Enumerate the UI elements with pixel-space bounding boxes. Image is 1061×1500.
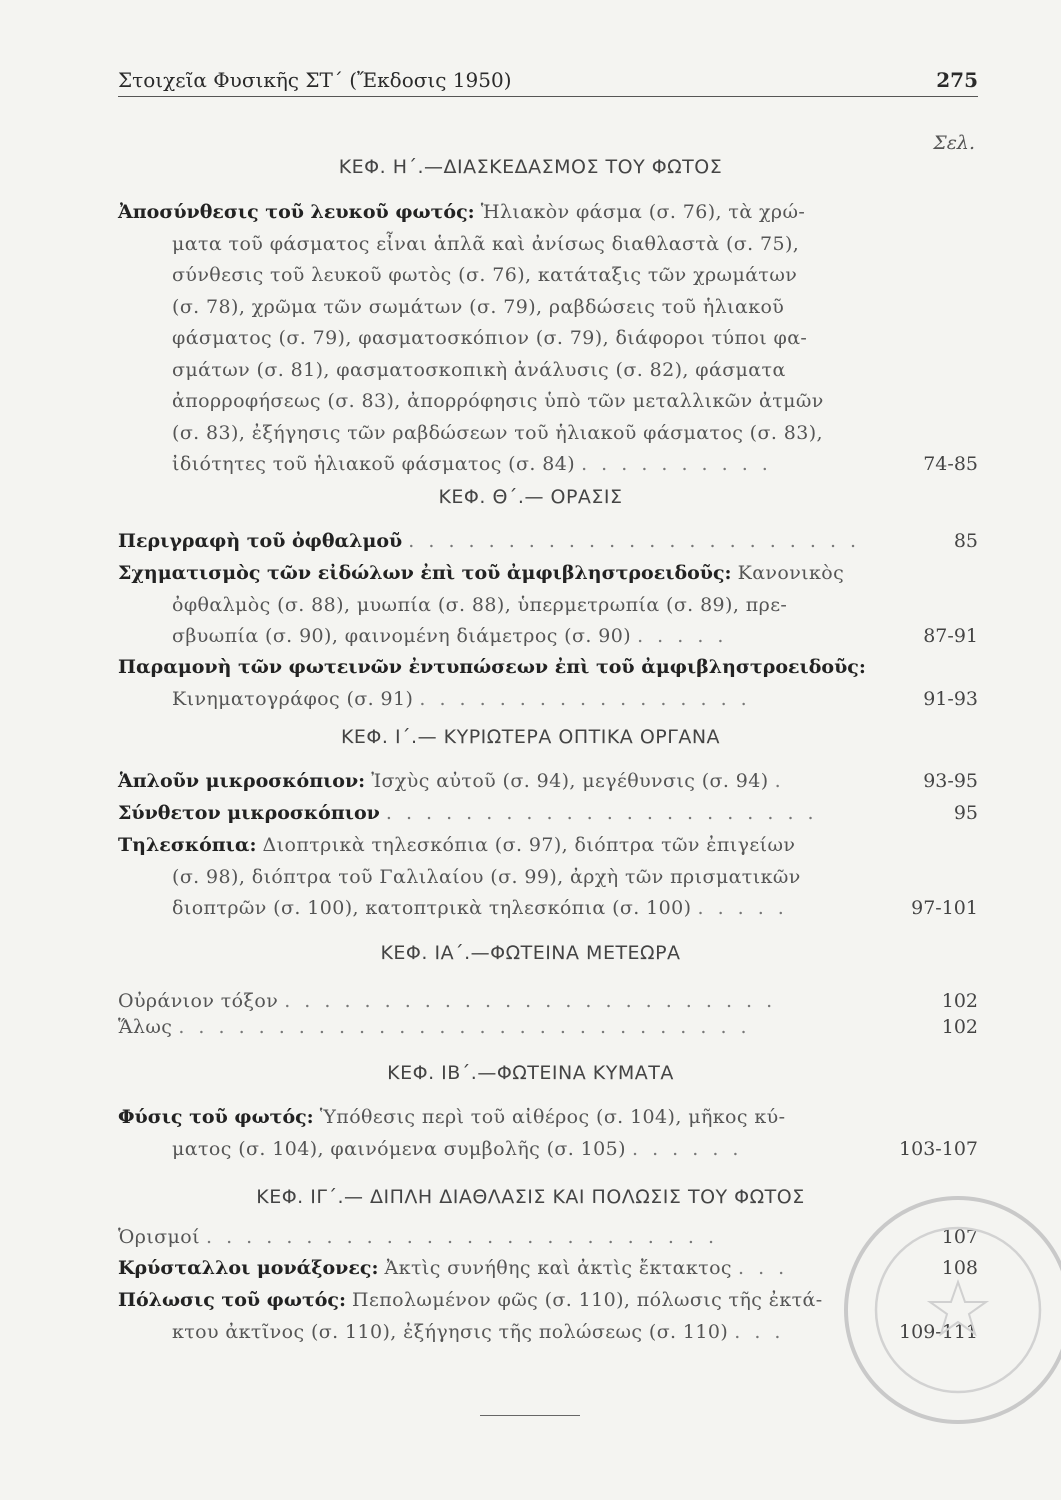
entry-title: Οὐράνιον τόξον — [118, 990, 279, 1012]
entry-title: Ἁπλοῦν μικροσκόπιον: — [118, 770, 366, 792]
entry-pages: 91-93 — [923, 687, 978, 710]
toc-entry: Φύσις τοῦ φωτός: Ὑπόθεσις περὶ τοῦ αἰθέρος (σ. 104), μῆκος κύ- ματος (σ. 104), φαινόμενα συμβολῆς (σ. 105) . . . . . . 103-107 — [118, 1102, 978, 1165]
entry-pages: 103-107 — [899, 1137, 978, 1160]
chapter-heading: ΚΕΦ. ΙΒ΄.—ΦΩΤΕΙΝΑ ΚΥΜΑΤΑ — [387, 1062, 674, 1084]
entry-pages: 87-91 — [923, 625, 978, 647]
closing-rule — [480, 1415, 580, 1416]
toc-entry: Περιγραφὴ τοῦ ὀφθαλμοῦ . . . . . . . . . . . . . . . . . . . . . . . 85 — [118, 526, 978, 558]
entry-text: σύνθεσις τοῦ λευκοῦ φωτὸς (σ. 76), κατάταξις τῶν χρωμάτων — [172, 264, 798, 286]
entry-text: ματος (σ. 104), φαινόμενα συμβολῆς (σ. 105) — [172, 1137, 626, 1160]
entry-text: κτου ἀκτῖνος (σ. 110), ἐξήγησις τῆς πολώσεως (σ. 110) — [172, 1320, 729, 1343]
entry-title: Σύνθετον μικροσκόπιον — [118, 802, 380, 824]
entry-text: Ἀκτὶς συνήθης καὶ ἀκτὶς ἔκτακτος — [384, 1257, 732, 1279]
entry-text: ἰδιότητες τοῦ ἡλιακοῦ φάσματος (σ. 84) — [172, 453, 576, 475]
toc-entry: Ὁρισμοί . . . . . . . . . . . . . . . . . . . . . . . . . . 107 — [118, 1222, 978, 1254]
entry-text: Ἰσχὺς αὐτοῦ (σ. 94), μεγέθυνσις (σ. 94) — [371, 770, 769, 792]
entry-pages: 97-101 — [911, 897, 978, 919]
entry-text: Κανονικὸς — [737, 562, 845, 584]
entry-text: (σ. 98), διόπτρα τοῦ Γαλιλαίου (σ. 99), ἀρχὴ τῶν πρισματικῶν — [172, 865, 801, 888]
entry-text: Διοπτρικὰ τηλεσκόπια (σ. 97), διόπτρα τῶν ἐπιγείων — [262, 834, 796, 856]
entry-title: Ἅλως — [118, 1016, 173, 1038]
entry-text: Ὑπόθεσις περὶ τοῦ αἰθέρος (σ. 104), μῆκος κύ- — [319, 1106, 786, 1128]
page-number: 275 — [936, 68, 978, 92]
entry-title: Φύσις τοῦ φωτός: — [118, 1106, 314, 1128]
entry-title: Ὁρισμοί — [118, 1226, 200, 1248]
chapter-heading: ΚΕΦ. Θ΄.— ΟΡΑΣΙΣ — [438, 486, 623, 508]
entry-pages: 108 — [941, 1257, 978, 1279]
entry-text: (σ. 78), χρῶμα τῶν σωμάτων (σ. 79), ραβδώσεις τοῦ ἡλιακοῦ — [172, 295, 785, 318]
chapter-heading: ΚΕΦ. ΙΑ΄.—ΦΩΤΕΙΝΑ ΜΕΤΕΩΡΑ — [380, 942, 681, 964]
toc-entry: Παραμονὴ τῶν φωτεινῶν ἐντυπώσεων ἐπὶ τοῦ ἀμφιβληστροειδοῦς: Κινηματογράφος (σ. 91) . . . . . . . . . . . . . . . . . 91-93 — [118, 652, 978, 715]
running-header — [118, 66, 978, 97]
chapter-heading: ΚΕΦ. Ι΄.— ΚΥΡΙΩΤΕΡΑ ΟΠΤΙΚΑ ΟΡΓΑΝΑ — [340, 726, 721, 748]
toc-entry: Ἁπλοῦν μικροσκόπιον: Ἰσχὺς αὐτοῦ (σ. 94), μεγέθυνσις (σ. 94) . 93-95 — [118, 766, 978, 798]
entry-title: Παραμονὴ τῶν φωτεινῶν ἐντυπώσεων ἐπὶ τοῦ ἀμφιβληστροειδοῦς: — [118, 656, 866, 678]
entry-pages: 109-111 — [899, 1320, 978, 1343]
library-stamp — [838, 1190, 1061, 1430]
toc-entry: Σχηματισμὸς τῶν εἰδώλων ἐπὶ τοῦ ἀμφιβληστροειδοῦς: Κανονικὸς ὀφθαλμὸς (σ. 88), μυωπία (σ. 88), ὑπερμετρωπία (σ. 89), πρε- σβυωπία (σ. 90), φαινομένη διάμετρος (σ. 90) . . . . . 87-91 — [118, 558, 978, 653]
entry-text: ὀφθαλμὸς (σ. 88), μυωπία (σ. 88), ὑπερμετρωπία (σ. 89), πρε- — [172, 593, 788, 616]
toc-entry: Ἀποσύνθεσις τοῦ λευκοῦ φωτός: Ἡλιακὸν φάσμα (σ. 76), τὰ χρώ- ματα τοῦ φάσματος εἶναι ἁπλᾶ καὶ ἀνίσως διαθλαστὰ (σ. 75), σύνθεσις τοῦ λευκοῦ φωτὸς (σ. 76), κατάταξις τῶν χρωμάτων (σ. 78), χρῶμα τῶν σωμάτων (σ. 79), ραβδώσεις τοῦ ἡλιακοῦ φάσματος (σ. 79), φασματοσκόπιον (σ. 79), διάφοροι τύποι φα- σμάτων (σ. 81), φασματοσκοπικὴ ἀνάλυσις (σ. 82), φάσματα ἀπορροφήσεως (σ. 83), ἀπορρόφησις ὑπὸ τῶν μεταλλικῶν ἀτμῶν (σ. 83), ἐξήγησις τῶν ραβδώσεων τοῦ ἡλιακοῦ φάσματος (σ. 83), ἰδιότητες τοῦ ἡλιακοῦ φάσματος (σ. 84) . . . . . . . . . . 74-85 — [118, 197, 978, 481]
entry-title: Τηλεσκόπια: — [118, 834, 257, 856]
entry-pages: 85 — [953, 530, 978, 552]
entry-text: Ἡλιακὸν φάσμα (σ. 76), τὰ χρώ- — [480, 201, 806, 223]
entry-text: ἀπορροφήσεως (σ. 83), ἀπορρόφησις ὑπὸ τῶν μεταλλικῶν ἀτμῶν — [172, 390, 824, 412]
entry-pages: 93-95 — [923, 770, 978, 792]
entry-title: Ἀποσύνθεσις τοῦ λευκοῦ φωτός: — [118, 201, 475, 223]
entry-text: σμάτων (σ. 81), φασματοσκοπικὴ ἀνάλυσις (σ. 82), φάσματα — [172, 358, 786, 381]
chapter-heading: ΚΕΦ. Η΄.—ΔΙΑΣΚΕΔΑΣΜΟΣ ΤΟΥ ΦΩΤΟΣ — [338, 156, 723, 178]
entry-title: Περιγραφὴ τοῦ ὀφθαλμοῦ — [118, 530, 403, 552]
toc-entry: Ἅλως . . . . . . . . . . . . . . . . . . . . . . . . . . . . . 102 — [118, 1012, 978, 1044]
chapter-heading: ΚΕΦ. ΙΓ΄.— ΔΙΠΛΗ ΔΙΑΘΛΑΣΙΣ ΚΑΙ ΠΟΛΩΣΙΣ ΤΟΥ ΦΩΤΟΣ — [256, 1186, 805, 1208]
entry-pages: 74-85 — [923, 453, 978, 475]
entry-text: φάσματος (σ. 79), φασματοσκόπιον (σ. 79), διάφοροι τύποι φα- — [172, 327, 808, 349]
entry-text: διοπτρῶν (σ. 100), κατοπτρικὰ τηλεσκόπια (σ. 100) — [172, 897, 692, 919]
page-column-label: Σελ. — [933, 132, 975, 154]
entry-text: Κινηματογράφος (σ. 91) — [172, 687, 414, 710]
toc-entry: Κρύσταλλοι μονάξονες: Ἀκτὶς συνήθης καὶ ἀκτὶς ἔκτακτος . . . 108 — [118, 1253, 978, 1285]
entry-text: (σ. 83), ἐξήγησις τῶν ραβδώσεων τοῦ ἡλιακοῦ φάσματος (σ. 83), — [172, 421, 823, 444]
toc-entry: Πόλωσις τοῦ φωτός: Πεπολωμένον φῶς (σ. 110), πόλωσις τῆς ἐκτά- κτου ἀκτῖνος (σ. 110), ἐξήγησις τῆς πολώσεως (σ. 110) . . . 109-111 — [118, 1285, 978, 1348]
entry-text: σβυωπία (σ. 90), φαινομένη διάμετρος (σ. 90) — [172, 625, 632, 647]
entry-text: Πεπολωμένον φῶς (σ. 110), πόλωσις τῆς ἐκτά- — [352, 1289, 823, 1311]
entry-pages: 107 — [941, 1226, 978, 1248]
entry-pages: 102 — [941, 990, 978, 1012]
entry-title: Κρύσταλλοι μονάξονες: — [118, 1257, 379, 1279]
entry-pages: 95 — [953, 802, 978, 824]
entry-title: Πόλωσις τοῦ φωτός: — [118, 1289, 346, 1311]
toc-entry: Σύνθετον μικροσκόπιον . . . . . . . . . . . . . . . . . . . . . . 95 — [118, 798, 978, 830]
toc-entry: Οὐράνιον τόξον . . . . . . . . . . . . . . . . . . . . . . . . . 102 — [118, 986, 978, 1018]
header-title: Στοιχεῖα Φυσικῆς ΣΤ΄ (Ἔκδοσις 1950) — [118, 68, 512, 92]
entry-text: ματα τοῦ φάσματος εἶναι ἁπλᾶ καὶ ἀνίσως διαθλαστὰ (σ. 75), — [172, 232, 800, 255]
toc-entry: Τηλεσκόπια: Διοπτρικὰ τηλεσκόπια (σ. 97), διόπτρα τῶν ἐπιγείων (σ. 98), διόπτρα τοῦ Γαλιλαίου (σ. 99), ἀρχὴ τῶν πρισματικῶν διοπτρῶν (σ. 100), κατοπτρικὰ τηλεσκόπια (σ. 100) . . . . . 97-101 — [118, 830, 978, 925]
entry-pages: 102 — [941, 1016, 978, 1038]
entry-title: Σχηματισμὸς τῶν εἰδώλων ἐπὶ τοῦ ἀμφιβληστροειδοῦς: — [118, 562, 732, 584]
